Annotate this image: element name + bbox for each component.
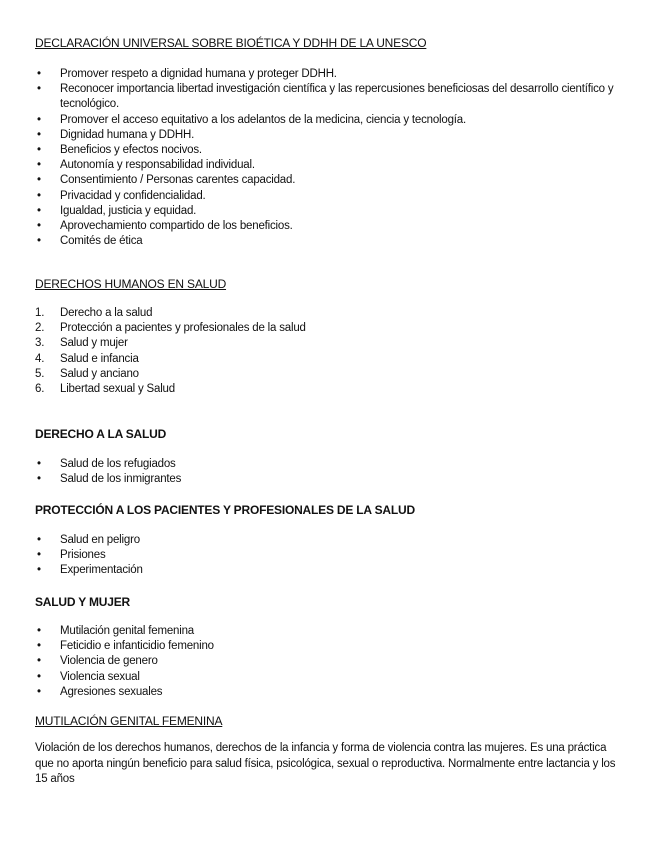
- list-item: • Dignidad humana y DDHH.: [37, 128, 195, 141]
- proteccion-list: [35, 533, 620, 579]
- proteccion-heading: PROTECCIÓN A LOS PACIENTES Y PROFESIONALES DE LA SALUD: [35, 503, 415, 517]
- unesco-list: [35, 67, 620, 249]
- ddhh-salud-list: [35, 306, 620, 397]
- list-item: • Salud de los inmigrantes: [37, 473, 182, 486]
- list-item: • Igualdad, justicia y equidad.: [37, 204, 197, 217]
- list-item: • Consentimiento / Personas carentes capacidad.: [37, 174, 296, 187]
- list-item: • Mutilación genital femenina: [37, 625, 194, 637]
- list-item: • Experimentación: [37, 564, 143, 577]
- list-item: • Salud en peligro: [37, 534, 140, 546]
- list-item: • Salud de los refugiados: [37, 458, 176, 470]
- list-item: • Promover respeto a dignidad humana y proteger DDHH.: [37, 68, 337, 80]
- list-item: • Violencia sexual: [37, 670, 140, 683]
- list-item: • Aprovechamiento compartido de los beneficios.: [37, 220, 293, 233]
- list-item: 1. Derecho a la salud: [35, 307, 153, 319]
- list-item: • Comités de ética: [37, 235, 143, 248]
- list-item: • Prisiones: [37, 549, 106, 562]
- mutilacion-heading: MUTILACIÓN GENITAL FEMENINA: [35, 714, 223, 728]
- derecho-salud-list: [35, 457, 620, 487]
- unesco-heading: DECLARACIÓN UNIVERSAL SOBRE BIOÉTICA Y DDHH DE LA UNESCO: [35, 36, 427, 50]
- list-item: • Privacidad y confidencialidad.: [37, 189, 206, 202]
- derecho-salud-heading: DERECHO A LA SALUD: [35, 427, 167, 441]
- list-item: • Violencia de genero: [37, 655, 158, 668]
- list-item: 3. Salud y mujer: [35, 337, 128, 350]
- list-item: 6. Libertad sexual y Salud: [35, 383, 175, 396]
- ddhh-salud-heading: DERECHOS HUMANOS EN SALUD: [35, 277, 227, 291]
- list-item: • Autonomía y responsabilidad individual.: [37, 159, 255, 172]
- list-item: • Agresiones sexuales: [37, 685, 163, 698]
- salud-mujer-heading: SALUD Y MUJER: [35, 595, 130, 609]
- mutilacion-paragraph: Violación de los derechos humanos, derechos de la infancia y forma de violencia contra las mujeres. Es una práctica que no aporta ningún beneficio para salud física, psicológica, sexual o reproductiva. Normalmente entre lactancia y los 15 años: [35, 742, 616, 786]
- list-item: 4. Salud e infancia: [35, 352, 139, 365]
- list-item: • Promover el acceso equitativo a los adelantos de la medicina, ciencia y tecnología.: [37, 113, 466, 126]
- list-item: • Reconocer importancia libertad investigación científica y las repercusiones beneficiosas del desarrollo científico y tecnológico.: [37, 83, 614, 111]
- list-item: • Beneficios y efectos nocivos.: [37, 144, 202, 157]
- list-item: 5. Salud y anciano: [35, 367, 139, 380]
- list-item: • Feticidio e infanticidio femenino: [37, 640, 214, 653]
- list-item: 2. Protección a pacientes y profesionales de la salud: [35, 322, 306, 335]
- salud-mujer-list: [35, 624, 620, 700]
